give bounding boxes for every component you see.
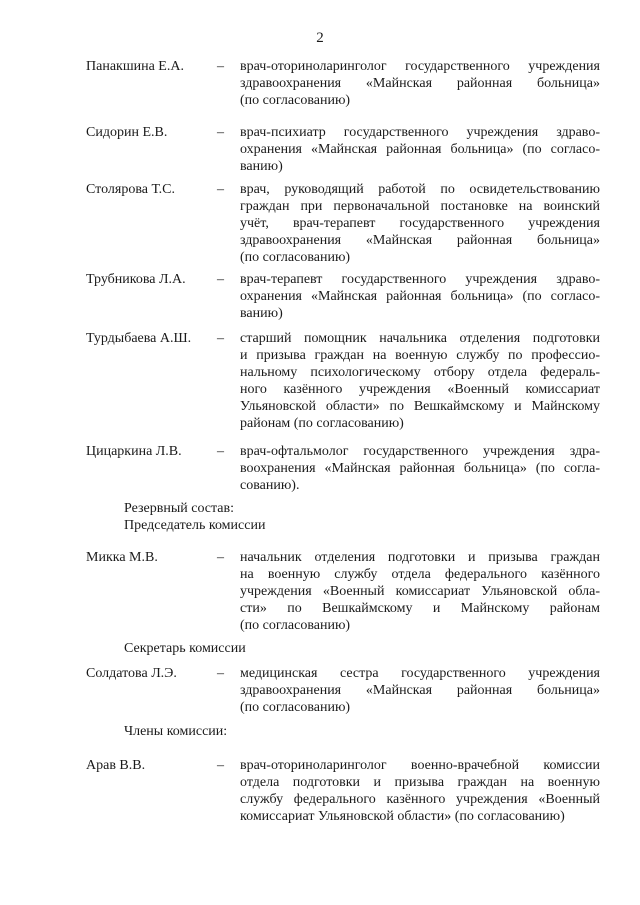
reserve-heading: Резервный состав: xyxy=(124,501,235,516)
member-name: Столярова Т.С. xyxy=(86,182,175,197)
position-line: учреждения «Военный комиссариат Ульяновской обла- xyxy=(240,584,600,599)
position-line: врач-офтальмолог государственного учреждения здра- xyxy=(240,444,600,459)
members-heading: Члены комиссии: xyxy=(124,724,228,739)
position-line: учёт, врач-терапевт государственного учреждения xyxy=(240,216,600,231)
dash-separator: – xyxy=(217,182,224,197)
position-line: здравоохранения «Майнская районная больница» xyxy=(240,76,600,91)
dash-separator: – xyxy=(217,444,224,459)
position-line: ванию) xyxy=(240,159,283,174)
member-name: Микка М.В. xyxy=(86,550,158,565)
position-line: районам (по согласованию) xyxy=(240,416,404,431)
member-name: Арав В.В. xyxy=(86,758,146,773)
position-line: на военную службу отдела федерального казённого xyxy=(240,567,600,582)
position-line: (по согласованию) xyxy=(240,250,351,265)
member-position xyxy=(240,757,600,825)
position-line: ванию) xyxy=(240,306,283,321)
position-line: воохранения «Майнская районная больница» (по согла- xyxy=(240,461,600,476)
position-line: медицинская сестра государственного учреждения xyxy=(240,666,600,681)
member-position xyxy=(240,549,600,634)
position-line: сти» по Вешкаймскому и Майнскому районам xyxy=(240,601,600,616)
member-name: Солдатова Л.Э. xyxy=(86,666,177,681)
member-position xyxy=(240,665,600,716)
member-name: Панакшина Е.А. xyxy=(86,59,184,74)
position-line: граждан при первоначальной постановке на воинский xyxy=(240,199,600,214)
chairman-heading: Председатель комиссии xyxy=(124,518,266,533)
position-line: отдела подготовки и призыва граждан на военную xyxy=(240,775,600,790)
dash-separator: – xyxy=(217,272,224,287)
position-line: начальник отделения подготовки и призыва граждан xyxy=(240,550,600,565)
position-line: комиссариат Ульяновской области» (по согласованию) xyxy=(240,809,565,824)
member-position xyxy=(240,443,600,494)
position-line: врач-оториноларинголог государственного учреждения xyxy=(240,59,600,74)
position-line: (по согласованию) xyxy=(240,700,351,715)
position-line: сованию). xyxy=(240,478,300,493)
member-name: Цицаркина Л.В. xyxy=(86,444,182,459)
position-line: охранения «Майнская районная больница» (по согласо- xyxy=(240,289,600,304)
position-line: врач-оториноларинголог военно-врачебной комиссии xyxy=(240,758,600,773)
member-name: Сидорин Е.В. xyxy=(86,125,168,140)
member-name: Турдыбаева А.Ш. xyxy=(86,331,192,346)
member-position xyxy=(240,271,600,322)
dash-separator: – xyxy=(217,550,224,565)
position-line: и призыва граждан на военную службу по профессио- xyxy=(240,348,600,363)
position-line: врач, руководящий работой по освидетельствованию xyxy=(240,182,600,197)
member-position xyxy=(240,124,600,175)
position-line: охранения «Майнская районная больница» (по согласо- xyxy=(240,142,600,157)
member-position xyxy=(240,330,600,432)
position-line: старший помощник начальника отделения подготовки xyxy=(240,331,600,346)
position-line: здравоохранения «Майнская районная больница» xyxy=(240,683,600,698)
position-line: службу федерального казённого учреждения «Военный xyxy=(240,792,600,807)
position-line: (по согласованию) xyxy=(240,93,351,108)
dash-separator: – xyxy=(217,758,224,773)
secretary-heading: Секретарь комиссии xyxy=(124,641,246,656)
dash-separator: – xyxy=(217,125,224,140)
member-name: Трубникова Л.А. xyxy=(86,272,186,287)
page-number: 2 xyxy=(316,30,324,46)
dash-separator: – xyxy=(217,666,224,681)
dash-separator: – xyxy=(217,59,224,74)
position-line: врач-психиатр государственного учреждения здраво- xyxy=(240,125,600,140)
dash-separator: – xyxy=(217,331,224,346)
position-line: ного казённого учреждения «Военный комиссариат xyxy=(240,382,600,397)
position-line: Ульяновской области» по Вешкаймскому и Майнскому xyxy=(240,399,600,414)
position-line: врач-терапевт государственного учреждения здраво- xyxy=(240,272,600,287)
position-line: здравоохранения «Майнская районная больница» xyxy=(240,233,600,248)
member-position xyxy=(240,181,600,266)
position-line: нальному психологическому отбору отдела федераль- xyxy=(240,365,600,380)
position-line: (по согласованию) xyxy=(240,618,351,633)
member-position xyxy=(240,58,600,109)
